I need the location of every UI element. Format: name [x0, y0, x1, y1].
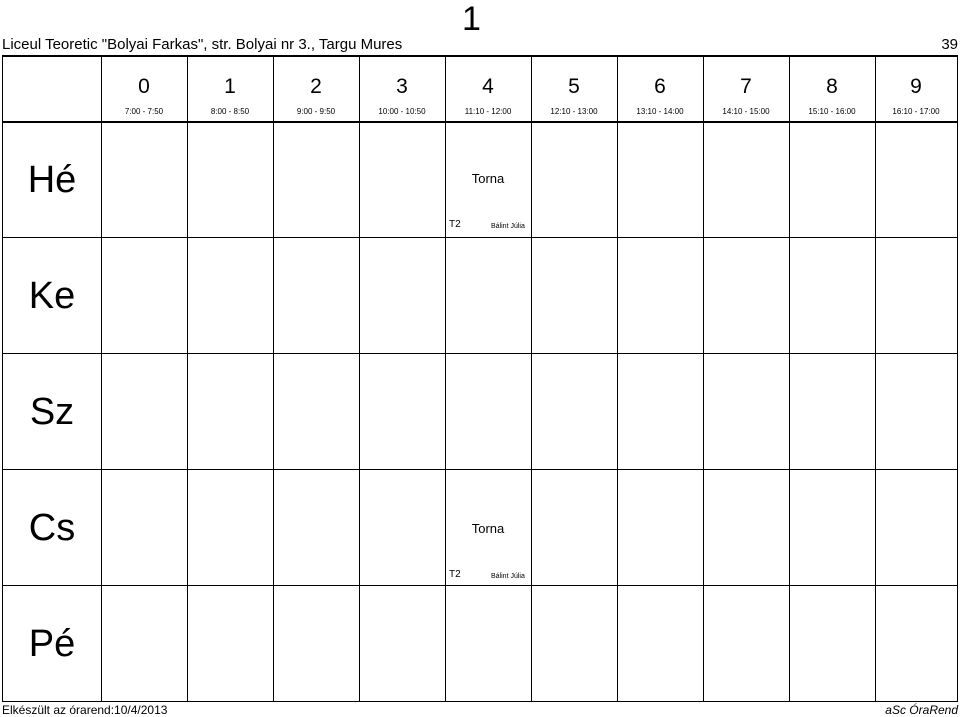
period-header-7: [703, 57, 789, 122]
grid-line: [3, 585, 957, 586]
grid-line: [703, 57, 704, 701]
lesson-subject: Torna: [471, 521, 505, 536]
grid-line: [445, 57, 446, 701]
lesson-room: T2: [449, 569, 461, 580]
period-header-6: [617, 57, 703, 122]
period-number: 7: [740, 75, 752, 98]
generated-date: Elkészült az órarend:10/4/2013: [2, 703, 168, 717]
grid-line: [789, 57, 790, 701]
period-time: 7:00 - 7:50: [124, 107, 164, 116]
period-header-8: [789, 57, 875, 122]
period-number: 0: [138, 75, 150, 98]
grid-line: [3, 237, 957, 238]
day-label-tuesday: Ke: [28, 275, 76, 317]
period-header-3: [359, 57, 445, 122]
period-time: 16:10 - 17:00: [892, 107, 940, 116]
lesson-teacher: Bálint Júlia: [491, 223, 525, 230]
grid-line: [273, 57, 274, 701]
grid-line: [187, 57, 188, 701]
period-header-1: [187, 57, 273, 122]
class-count: 39: [941, 36, 958, 53]
period-time: 12:10 - 13:00: [550, 107, 598, 116]
period-header-4: [445, 57, 531, 122]
page-number: 1: [462, 0, 481, 38]
period-header-2: [273, 57, 359, 122]
grid-line: [359, 57, 360, 701]
period-number: 9: [910, 75, 922, 98]
grid-line: [617, 57, 618, 701]
software-credit: aSc ÓraRend: [885, 703, 958, 717]
grid-line: [531, 57, 532, 701]
grid-line: [101, 57, 102, 701]
period-time: 15:10 - 16:00: [808, 107, 856, 116]
grid-line: [875, 57, 876, 701]
period-time: 10:00 - 10:50: [378, 107, 426, 116]
period-header-9: [875, 57, 957, 122]
lesson-room: T2: [449, 219, 461, 230]
school-title: Liceul Teoretic "Bolyai Farkas", str. Bolyai nr 3., Targu Mures: [2, 36, 403, 53]
grid-line: [3, 469, 957, 470]
day-label-thursday: Cs: [28, 507, 76, 549]
day-label-wednesday: Sz: [29, 391, 75, 433]
period-time: 13:10 - 14:00: [636, 107, 684, 116]
period-number: 8: [826, 75, 838, 98]
period-time: 8:00 - 8:50: [210, 107, 250, 116]
period-number: 3: [396, 75, 408, 98]
period-time: 11:10 - 12:00: [464, 107, 512, 116]
period-header-5: [531, 57, 617, 122]
period-number: 6: [654, 75, 666, 98]
lesson-subject: Torna: [471, 171, 505, 186]
day-label-monday: Hé: [27, 159, 77, 201]
period-number: 5: [568, 75, 580, 98]
grid-line: [3, 353, 957, 354]
lesson-teacher: Bálint Júlia: [491, 573, 525, 580]
period-number: 1: [224, 75, 236, 98]
period-number: 2: [310, 75, 322, 98]
timetable-grid: [2, 55, 958, 702]
period-header-0: [101, 57, 187, 122]
period-time: 9:00 - 9:50: [296, 107, 336, 116]
day-label-friday: Pé: [28, 623, 76, 665]
period-time: 14:10 - 15:00: [722, 107, 770, 116]
period-number: 4: [482, 75, 494, 98]
